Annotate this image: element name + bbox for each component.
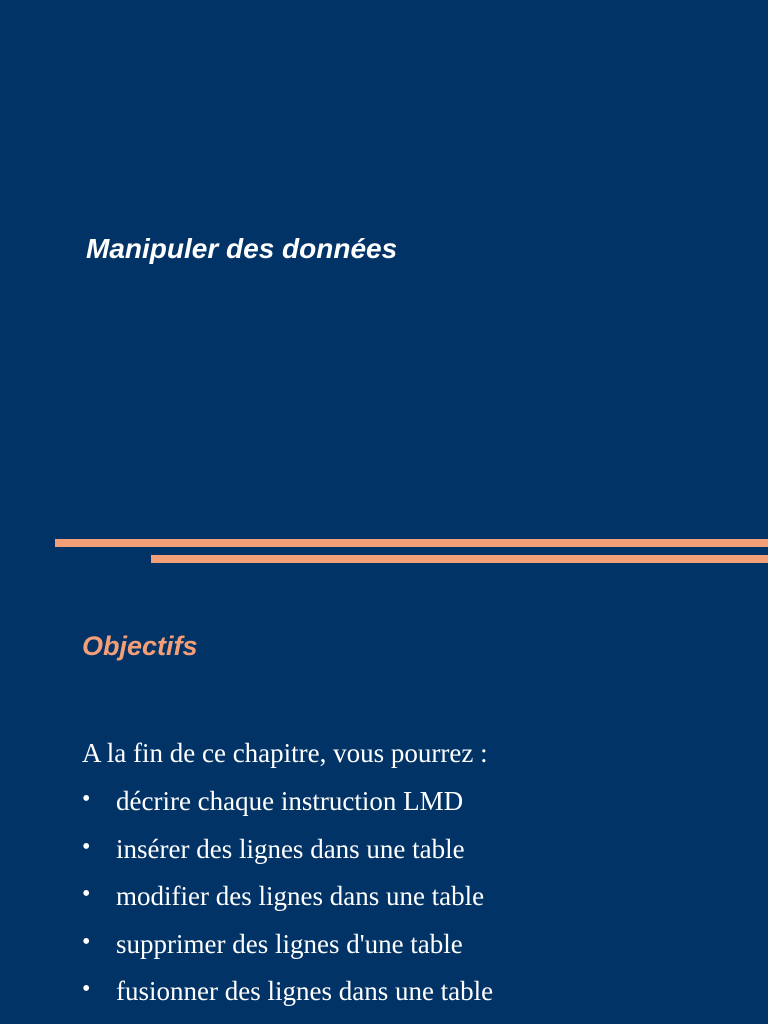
list-item-text: modifier des lignes dans une table xyxy=(116,881,485,911)
accent-rule-top xyxy=(55,539,768,547)
section-heading-objectifs: Objectifs xyxy=(82,631,198,661)
accent-rule-bottom xyxy=(151,555,768,563)
list-item-text: supprimer des lignes d'une table xyxy=(116,928,463,959)
list-item-text: insérer des lignes dans une table xyxy=(116,833,465,864)
intro-text: A la fin de ce chapitre, vous pourrez : xyxy=(82,738,488,768)
list-item-text: décrire chaque instruction LMD xyxy=(116,786,464,816)
bullet-icon: • xyxy=(82,833,91,860)
bullet-icon: • xyxy=(82,881,91,907)
bullet-icon: • xyxy=(82,928,91,955)
slide-title: Manipuler des données xyxy=(86,233,398,264)
list-item-text: fusionner des lignes dans une table xyxy=(116,976,494,1006)
bullet-icon: • xyxy=(82,786,91,812)
bullet-icon: • xyxy=(82,976,91,1002)
